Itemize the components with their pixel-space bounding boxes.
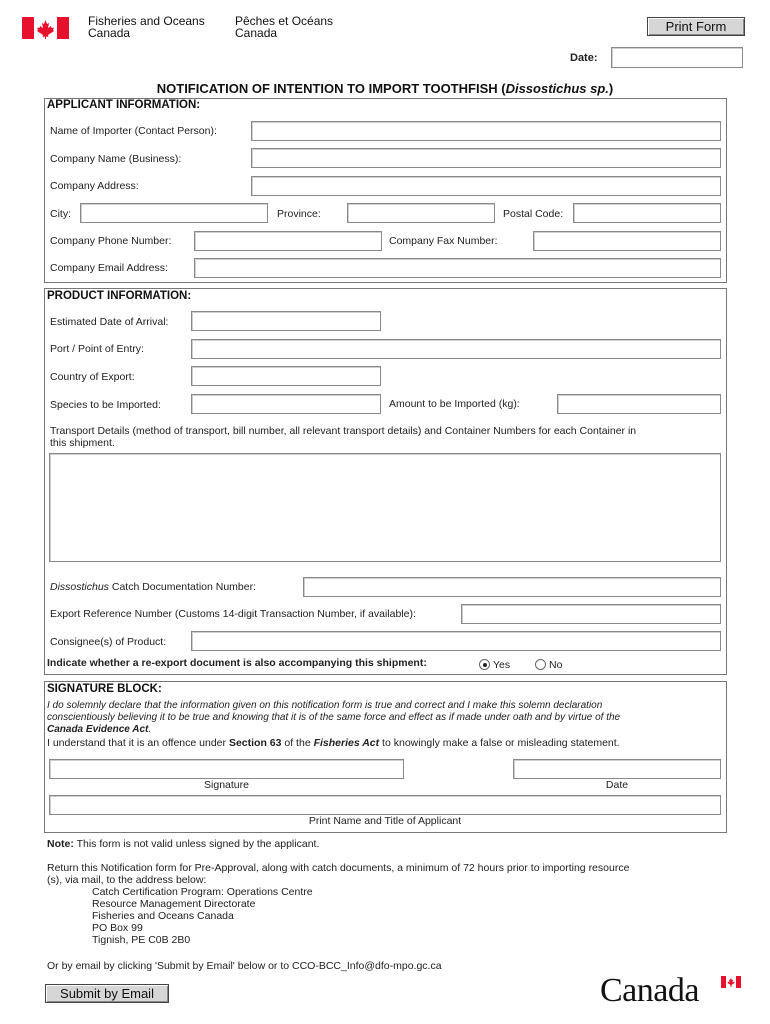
phone-field[interactable] [194, 231, 382, 251]
offence-act: Fisheries Act [313, 737, 380, 749]
consignee-label: Consignee(s) of Product: [50, 636, 167, 648]
signature-heading: SIGNATURE BLOCK: [47, 683, 162, 695]
applicant-heading: APPLICANT INFORMATION: [47, 99, 201, 111]
importer-label: Name of Importer (Contact Person): [50, 125, 217, 137]
company-address-field[interactable] [251, 176, 721, 196]
species-label: Species to be Imported: [50, 399, 161, 411]
email-label: Company Email Address: [50, 262, 168, 274]
address-line: Catch Certification Program: Operations Centre [92, 886, 313, 898]
product-heading: PRODUCT INFORMATION: [47, 290, 192, 302]
catch-doc-label [50, 581, 256, 593]
transport-details-field[interactable] [49, 453, 721, 562]
address-line: Fisheries and Oceans Canada [92, 910, 234, 922]
offence-post: to knowingly make a false or misleading statement. [379, 737, 620, 749]
department-name-french [235, 15, 333, 39]
city-label: City: [50, 208, 71, 220]
transport-details-line2: this shipment. [50, 437, 115, 449]
form-title-close: ) [608, 81, 614, 96]
declaration-period: . [148, 724, 152, 735]
date-label: Date: [570, 52, 598, 64]
department-name-english-line2: Canada [88, 26, 131, 40]
offence-section: Section 63 [228, 737, 282, 749]
print-form-button[interactable]: Print Form [647, 17, 745, 36]
fax-field[interactable] [533, 231, 721, 251]
email-field[interactable] [194, 258, 721, 278]
reexport-yes-radio[interactable] [479, 659, 490, 670]
declaration-line1: I do solemnly declare that the information given on this notification form is true and correct and I make this solemn declaration [47, 700, 603, 711]
return-instructions [47, 862, 727, 886]
department-name-english-line1: Fisheries and Oceans [88, 14, 205, 28]
catch-doc-field[interactable] [303, 577, 721, 597]
reexport-label: Indicate whether a re-export document is also accompanying this shipment: [47, 657, 427, 669]
signature-date-field[interactable] [513, 759, 721, 779]
arrival-date-field[interactable] [191, 311, 381, 331]
offence-pre: I understand that it is an offence under [47, 737, 229, 749]
return-line1: Return this Notification form for Pre-Approval, along with catch documents, a minimum of 72 hours prior to importing resource [47, 862, 630, 874]
address-line: PO Box 99 [92, 922, 143, 934]
department-name-english [88, 15, 205, 39]
company-address-label: Company Address: [50, 180, 139, 192]
country-export-field[interactable] [191, 366, 381, 386]
company-name-field[interactable] [251, 148, 721, 168]
consignee-field[interactable] [191, 631, 721, 651]
canada-wordmark-text: Canada [600, 972, 699, 1009]
declaration-text [47, 700, 722, 736]
amount-field[interactable] [557, 394, 721, 414]
form-title-main: NOTIFICATION OF INTENTION TO IMPORT TOOTHFISH ( [156, 81, 506, 96]
catch-doc-label-italic: Dissostichus [50, 581, 109, 593]
declaration-line3 [47, 724, 722, 736]
signature-caption: Signature [204, 779, 249, 791]
department-name-french-line1: Pêches et Océans [235, 14, 334, 28]
arrival-date-label: Estimated Date of Arrival: [50, 316, 169, 328]
offence-mid: of the [281, 737, 314, 749]
importer-field[interactable] [251, 121, 721, 141]
country-export-label: Country of Export: [50, 371, 135, 383]
address-line: Resource Management Directorate [92, 898, 256, 910]
department-name-french-line2: Canada [235, 26, 278, 40]
wordmark-flag-icon [721, 976, 741, 988]
note-body: This form is not valid unless signed by the applicant. [73, 838, 320, 850]
province-label: Province: [277, 208, 321, 220]
note-text [47, 838, 319, 850]
phone-label: Company Phone Number: [50, 235, 172, 247]
submit-by-email-button[interactable]: Submit by Email [45, 984, 169, 1003]
province-field[interactable] [347, 203, 495, 223]
print-name-field[interactable] [49, 795, 721, 815]
header-date-field[interactable] [611, 47, 743, 68]
declaration-line2: conscientiously believing it to be true and knowing that it is of the same force and effect as if made under oath and by virtue of the [47, 712, 621, 723]
mailing-address [92, 886, 313, 946]
offence-text [47, 737, 722, 749]
reexport-yes-label: Yes [493, 659, 511, 671]
company-name-label: Company Name (Business): [50, 153, 182, 165]
species-field[interactable] [191, 394, 381, 414]
note-bold: Note: [47, 838, 74, 850]
return-line2: (s), via mail, to the address below: [47, 874, 207, 886]
amount-label: Amount to be Imported (kg): [389, 398, 520, 410]
evidence-act: Canada Evidence Act [47, 724, 149, 735]
postal-code-label: Postal Code: [503, 208, 564, 220]
form-title-species: Dissostichus sp. [505, 81, 609, 96]
port-entry-label: Port / Point of Entry: [50, 343, 144, 355]
email-instructions: Or by email by clicking 'Submit by Email' below or to CCO-BCC_Info@dfo-mpo.gc.ca [47, 960, 442, 972]
signature-field[interactable] [49, 759, 404, 779]
address-line: Tignish, PE C0B 2B0 [92, 934, 191, 946]
transport-details-label [50, 425, 720, 449]
form-title [0, 81, 770, 96]
canada-wordmark [600, 972, 699, 1010]
reexport-no-radio[interactable] [535, 659, 546, 670]
print-name-caption: Print Name and Title of Applicant [308, 815, 462, 827]
reexport-no-label: No [549, 659, 563, 671]
catch-doc-label-text: Catch Documentation Number: [108, 581, 257, 593]
city-field[interactable] [80, 203, 268, 223]
export-ref-field[interactable] [461, 604, 721, 624]
fax-label: Company Fax Number: [389, 235, 498, 247]
port-entry-field[interactable] [191, 339, 721, 359]
transport-details-line1: Transport Details (method of transport, bill number, all relevant transport details) and Container Numbers for each Container in [50, 425, 637, 437]
government-flag-logo [22, 17, 69, 39]
signature-date-caption: Date [605, 779, 629, 791]
export-ref-label: Export Reference Number (Customs 14-digit Transaction Number, if available): [50, 608, 416, 620]
postal-code-field[interactable] [573, 203, 721, 223]
